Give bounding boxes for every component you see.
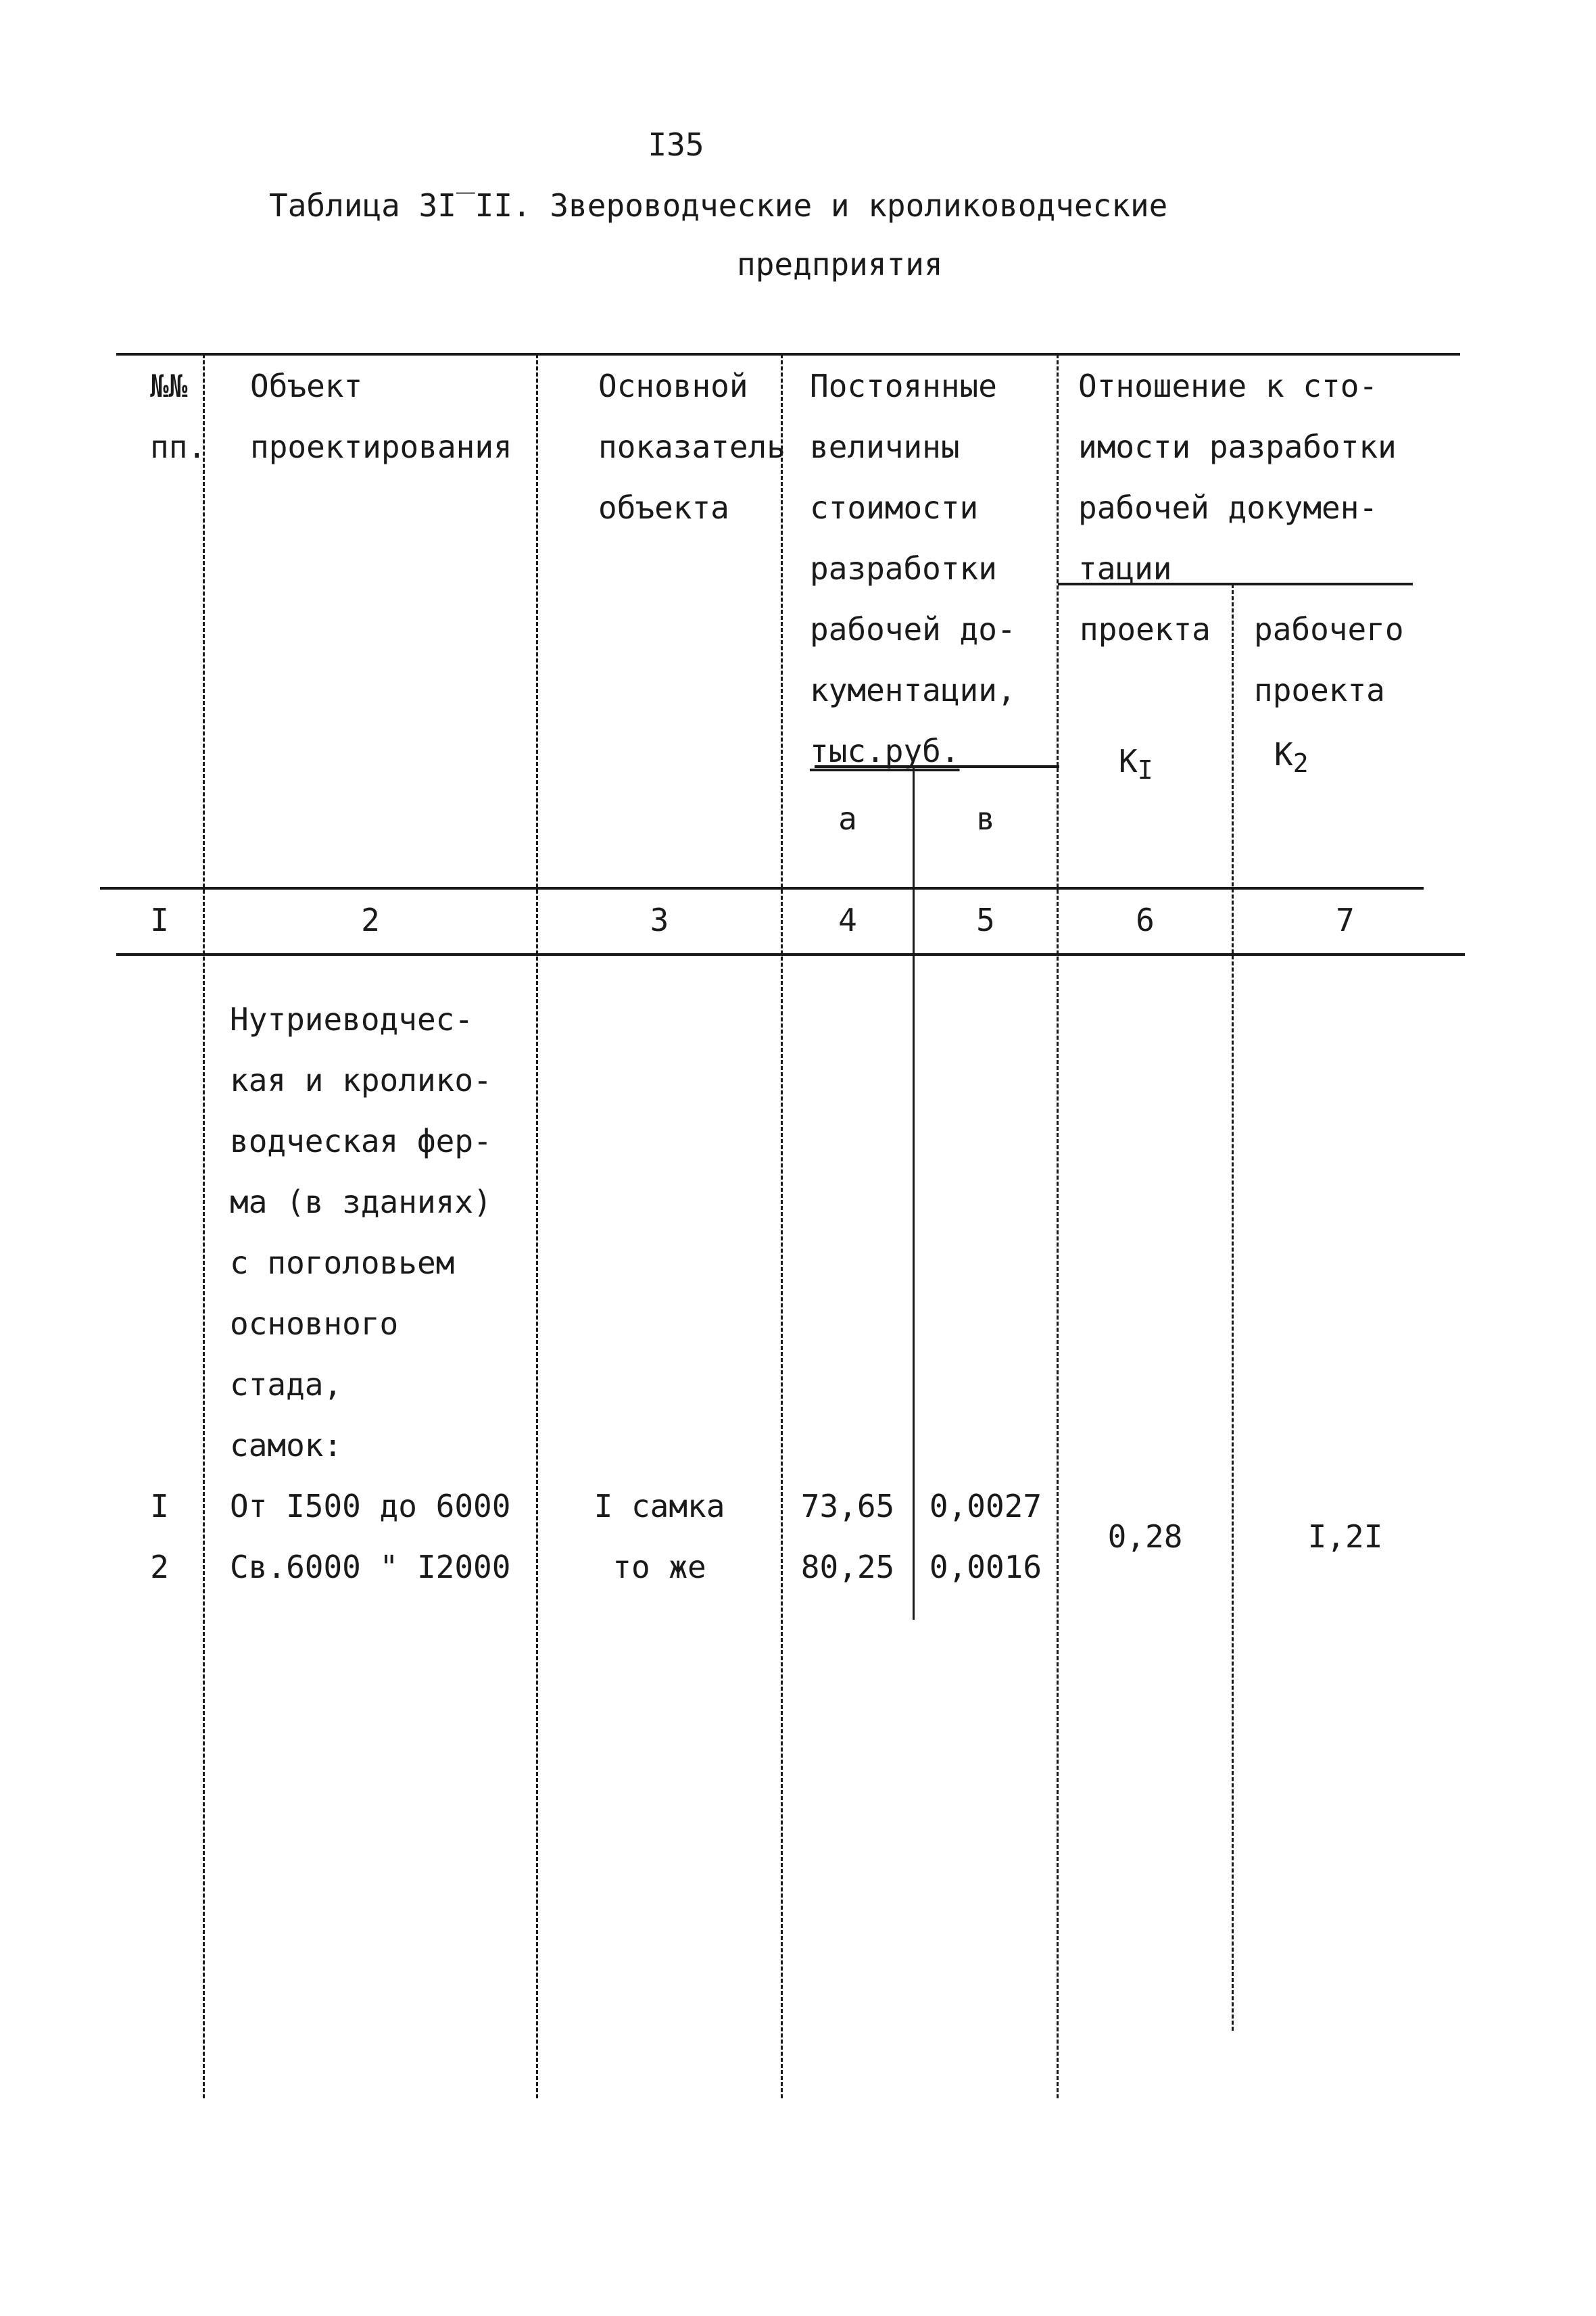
column-divider-3 xyxy=(781,354,783,2098)
row-1-col-b: 0,0027 xyxy=(929,1488,1042,1524)
column-number-4: 4 xyxy=(838,902,857,938)
header-ratio-line2: имости разработки xyxy=(1078,429,1397,465)
header-ratio-line3: рабочей докумен- xyxy=(1078,489,1378,526)
column-divider-6 xyxy=(1232,584,1234,2031)
header-col7-label-line1: рабочего xyxy=(1254,611,1404,648)
row-2-indicator: то же xyxy=(612,1549,706,1585)
column-number-6: 6 xyxy=(1136,902,1155,938)
object-description-line3: водческая фер- xyxy=(230,1123,492,1159)
row-2-number: 2 xyxy=(150,1549,169,1585)
header-cost-unit: тыс.руб. xyxy=(810,733,960,769)
header-object-line1: Объект xyxy=(250,368,363,404)
header-ratio-line1: Отношение к сто- xyxy=(1078,368,1378,404)
header-cost-line2: величины xyxy=(810,429,960,465)
column-number-7: 7 xyxy=(1336,902,1355,938)
header-col6-label: проекта xyxy=(1080,611,1211,648)
object-description-line5: с поголовьем xyxy=(230,1245,455,1281)
row-2-col-b: 0,0016 xyxy=(929,1549,1042,1585)
row-1-number: I xyxy=(150,1488,169,1524)
row-1-indicator: I самка xyxy=(594,1488,725,1524)
row-1-col-a: 73,65 xyxy=(800,1488,895,1524)
k1-value: 0,28 xyxy=(1107,1518,1183,1555)
header-ratio-line4: тации xyxy=(1078,550,1172,587)
header-indicator-line2: показатель xyxy=(598,429,785,465)
object-description-line1: Нутриеводчес- xyxy=(230,1001,474,1038)
column-numbers-rule xyxy=(116,953,1465,956)
object-description-line4: ма (в зданиях) xyxy=(230,1184,492,1220)
column-number-2: 2 xyxy=(361,902,380,938)
header-k2: $K_2$ xyxy=(1274,736,1309,779)
header-object-line2: проектирования xyxy=(250,429,512,465)
header-indicator-line1: Основной xyxy=(598,368,748,404)
column-divider-5 xyxy=(1057,354,1059,2098)
column-number-5: 5 xyxy=(976,902,995,938)
column-divider-1 xyxy=(203,354,205,2098)
header-col7-label-line2: проекта xyxy=(1254,672,1385,708)
object-description-line6: основного xyxy=(230,1305,399,1342)
table-title-continued: предприятия xyxy=(737,246,943,283)
k2-value: I,2I xyxy=(1307,1518,1383,1555)
header-cost-line1: Постоянные xyxy=(810,368,997,404)
header-cost-line5: рабочей до- xyxy=(810,611,1016,648)
header-num-line2: пп. xyxy=(150,429,207,465)
column-divider-2 xyxy=(536,354,538,2098)
header-num-line1: №№ xyxy=(150,368,188,404)
object-description-line8: самок: xyxy=(230,1427,343,1464)
row-2-object: Св.6000 " I2000 xyxy=(230,1549,511,1585)
table-title: Таблица 3I‾II. Звероводческие и кролиководческие xyxy=(269,187,1168,224)
column-number-3: 3 xyxy=(650,902,669,938)
header-col4-sub: а xyxy=(838,800,857,837)
header-k2-subscript: 2 xyxy=(1292,748,1309,779)
object-description-line2: кая и кролико- xyxy=(230,1062,492,1099)
header-k1-subscript: I xyxy=(1137,755,1153,786)
header-cost-line4: разработки xyxy=(810,550,997,587)
page-number: I35 xyxy=(648,126,704,163)
row-2-col-a: 80,25 xyxy=(800,1549,895,1585)
column-number-1: I xyxy=(150,902,169,938)
header-cost-line6: кументации, xyxy=(810,672,1016,708)
header-col5-sub: в xyxy=(976,800,995,837)
row-1-object: От I500 до 6000 xyxy=(230,1488,511,1524)
object-description-line7: стада, xyxy=(230,1366,343,1403)
header-cost-line3: стоимости xyxy=(810,489,979,526)
header-indicator-line3: объекта xyxy=(598,489,729,526)
header-k1: $K_I$ xyxy=(1119,743,1153,786)
